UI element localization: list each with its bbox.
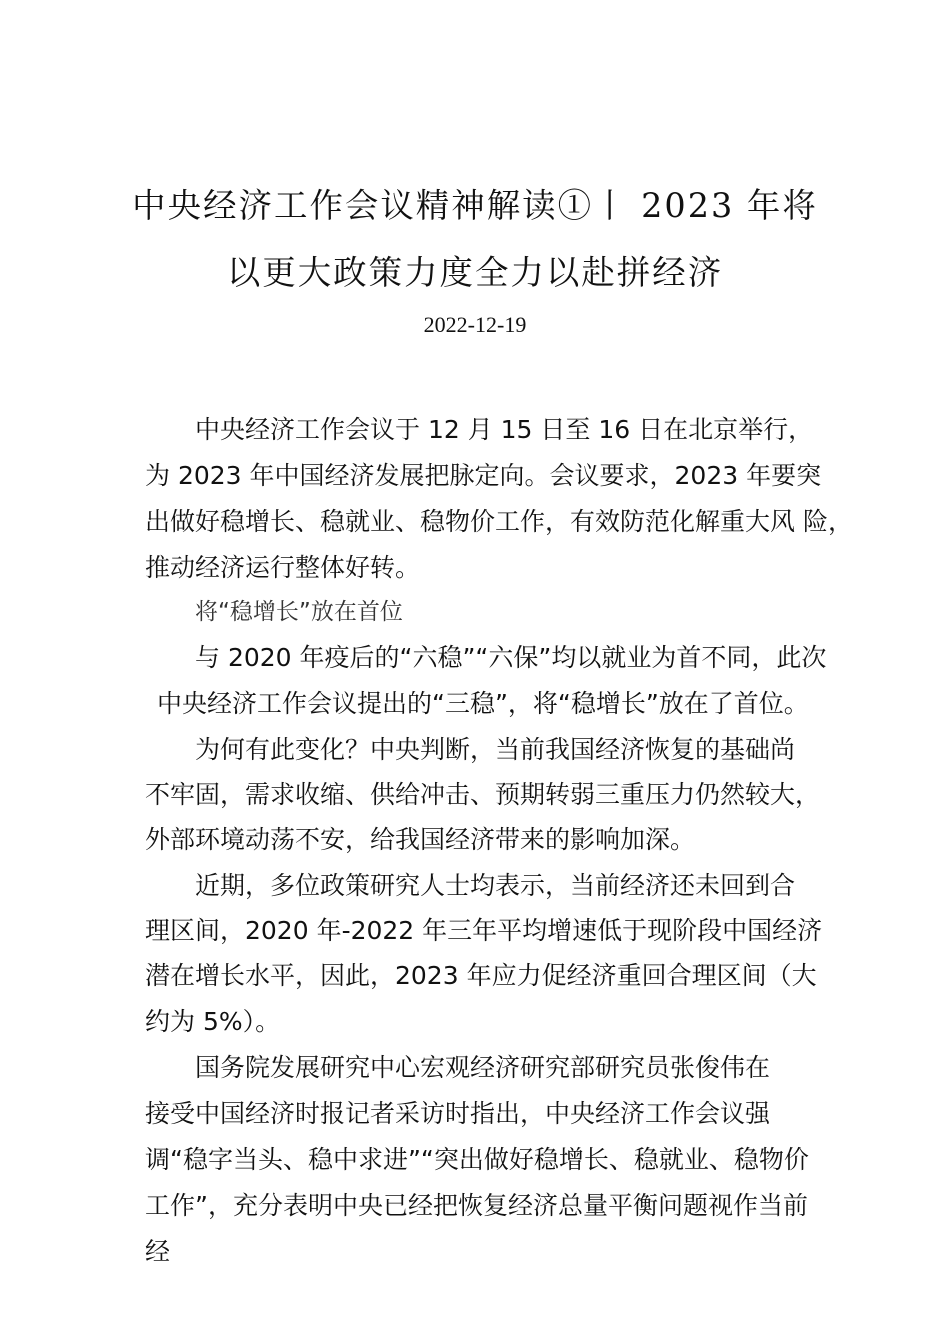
paragraph-4-line-3: 潜在增长水平，因此，2023 年应力促经济重回合理区间（大 — [145, 961, 817, 990]
paragraph-2-line-1: 与 2020 年疫后的“六稳”“六保”均以就业为首不同，此次 — [195, 643, 827, 672]
paragraph-4-line-1: 近期，多位政策研究人士均表示，当前经济还未回到合 — [195, 871, 796, 900]
section-subheading: 将“稳增长”放在首位 — [195, 599, 403, 625]
paragraph-5-line-4: 工作”，充分表明中央已经把恢复经济总量平衡问题视作当前 — [145, 1191, 808, 1220]
paragraph-5-line-2: 接受中国经济时报记者采访时指出，中央经济工作会议强 — [145, 1099, 771, 1128]
paragraph-3-line-3: 外部环境动荡不安，给我国经济带来的影响加深。 — [145, 825, 696, 854]
paragraph-1-line-1: 中央经济工作会议于 12 月 15 日至 16 日在北京举行， — [195, 415, 814, 444]
paragraph-5-line-3: 调“稳字当头、稳中求进”“突出做好稳增长、稳就业、稳物价 — [145, 1145, 809, 1174]
paragraph-4-line-4: 约为 5%）。 — [145, 1007, 281, 1036]
paragraph-3-line-1: 为何有此变化？中央判断，当前我国经济恢复的基础尚 — [195, 735, 796, 764]
paragraph-3-line-2: 不牢固，需求收缩、供给冲击、预期转弱三重压力仍然较大， — [145, 780, 821, 809]
article-title-line-2: 以更大政策力度全力以赴拼经济 — [226, 253, 724, 292]
paragraph-5-line-5: 经 — [145, 1237, 171, 1266]
paragraph-2-line-2: 中央经济工作会议提出的“三稳”，将“稳增长”放在了首位。 — [157, 689, 809, 718]
paragraph-1-line-4: 推动经济运行整体好转。 — [145, 553, 421, 582]
article-date: 2022-12-19 — [423, 312, 527, 337]
paragraph-1-line-3: 出做好稳增长、稳就业、稳物价工作，有效防范化解重大风 险， — [145, 507, 853, 536]
paragraph-1-line-2: 为 2023 年中国经济发展把脉定向。会议要求，2023 年要突 — [145, 461, 822, 490]
paragraph-5-line-1: 国务院发展研究中心宏观经济研究部研究员张俊伟在 — [195, 1053, 771, 1082]
paragraph-4-line-2: 理区间，2020 年-2022 年三年平均增速低于现阶段中国经济 — [145, 916, 823, 945]
article-title-line-1: 中央经济工作会议精神解读①丨 2023 年将 — [132, 186, 818, 225]
